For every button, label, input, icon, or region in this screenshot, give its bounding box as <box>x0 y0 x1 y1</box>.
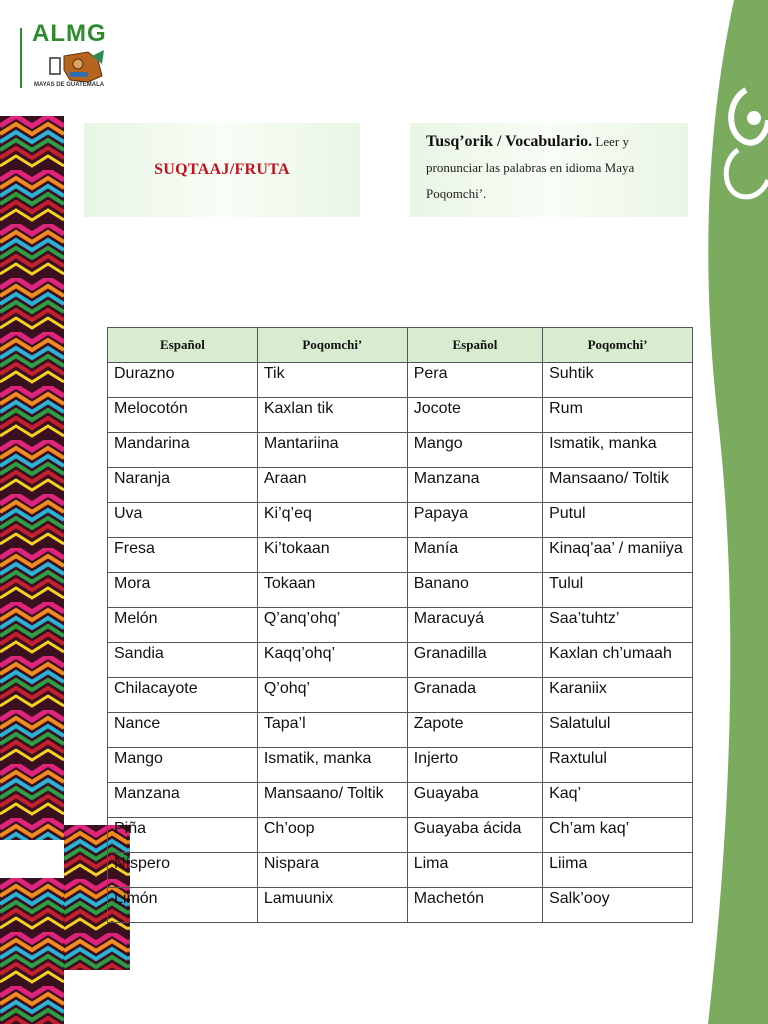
table-cell: Guayaba ácida <box>407 818 542 853</box>
table-cell: Tik <box>257 363 407 398</box>
table-cell: Piña <box>108 818 258 853</box>
header-espanol-1: Español <box>108 328 258 363</box>
table-cell: Maracuyá <box>407 608 542 643</box>
table-cell: Q’ohq’ <box>257 678 407 713</box>
header-poqomchi-1: Poqomchi’ <box>257 328 407 363</box>
table-cell: Lamuunix <box>257 888 407 923</box>
table-cell: Limón <box>108 888 258 923</box>
table-cell: Nance <box>108 713 258 748</box>
table-cell: Manzana <box>108 783 258 818</box>
table-cell: Pera <box>407 363 542 398</box>
table-cell: Ismatik, manka <box>257 748 407 783</box>
table-cell: Ki’tokaan <box>257 538 407 573</box>
logo-name: ALMG <box>32 20 107 47</box>
table-cell: Nispara <box>257 853 407 888</box>
table-cell: Fresa <box>108 538 258 573</box>
table-cell: Ki’q’eq <box>257 503 407 538</box>
maya-glyph-icon <box>48 48 106 84</box>
table-row <box>108 678 693 713</box>
table-cell: Mantariina <box>257 433 407 468</box>
logo-subtitle: MAYAS DE GUATEMALA <box>34 82 105 88</box>
table-cell: Papaya <box>407 503 542 538</box>
table-cell: Níspero <box>108 853 258 888</box>
table-row <box>108 853 693 888</box>
table-cell: Karaniix <box>543 678 693 713</box>
table-cell: Chilacayote <box>108 678 258 713</box>
table-cell: Ch’oop <box>257 818 407 853</box>
table-cell: Tulul <box>543 573 693 608</box>
table-row <box>108 748 693 783</box>
table-row <box>108 433 693 468</box>
table-row <box>108 783 693 818</box>
table-cell: Raxtulul <box>543 748 693 783</box>
table-row <box>108 468 693 503</box>
table-row <box>108 573 693 608</box>
table-cell: Tokaan <box>257 573 407 608</box>
table-cell: Manía <box>407 538 542 573</box>
vocabulary-heading: Tusq’orik / Vocabulario. <box>426 133 593 150</box>
header-espanol-2: Español <box>407 328 542 363</box>
table-cell: Rum <box>543 398 693 433</box>
vocabulary-table <box>107 327 693 923</box>
table-cell: Melocotón <box>108 398 258 433</box>
table-cell: Durazno <box>108 363 258 398</box>
table-cell: Guayaba <box>407 783 542 818</box>
table-cell: Kaxlan tik <box>257 398 407 433</box>
table-cell: Ismatik, manka <box>543 433 693 468</box>
table-row <box>108 398 693 433</box>
table-row <box>108 888 693 923</box>
table-cell: Tapa’l <box>257 713 407 748</box>
table-cell: Mora <box>108 573 258 608</box>
table-cell: Manzana <box>407 468 542 503</box>
table-cell: Kaq’ <box>543 783 693 818</box>
table-cell: Injerto <box>407 748 542 783</box>
table-cell: Mansaano/ Toltik <box>257 783 407 818</box>
table-row <box>108 713 693 748</box>
table-cell: Putul <box>543 503 693 538</box>
table-cell: Ch’am kaq’ <box>543 818 693 853</box>
table-cell: Araan <box>257 468 407 503</box>
table-cell: Sandia <box>108 643 258 678</box>
table-row <box>108 538 693 573</box>
table-cell: Kaxlan ch’umaah <box>543 643 693 678</box>
table-cell: Banano <box>407 573 542 608</box>
table-cell: Q’anq’ohq’ <box>257 608 407 643</box>
table-row <box>108 503 693 538</box>
table-cell: Granadilla <box>407 643 542 678</box>
header-poqomchi-2: Poqomchi’ <box>543 328 693 363</box>
vocabulary-instruction-box <box>410 123 688 217</box>
table-row <box>108 608 693 643</box>
table-cell: Zapote <box>407 713 542 748</box>
table-header-row <box>108 328 693 363</box>
table-cell: Saa’tuhtz’ <box>543 608 693 643</box>
table-cell: Kaqq’ohq’ <box>257 643 407 678</box>
table-cell: Uva <box>108 503 258 538</box>
table-cell: Suhtik <box>543 363 693 398</box>
table-cell: Melón <box>108 608 258 643</box>
title-box <box>84 123 360 217</box>
table-cell: Jocote <box>407 398 542 433</box>
table-cell: Naranja <box>108 468 258 503</box>
table-cell: Machetón <box>407 888 542 923</box>
table-row <box>108 818 693 853</box>
table-cell: Liima <box>543 853 693 888</box>
table-cell: Mango <box>108 748 258 783</box>
green-swirl-decoration <box>698 0 768 1024</box>
textile-gap <box>0 840 64 878</box>
table-cell: Lima <box>407 853 542 888</box>
table-cell: Mango <box>407 433 542 468</box>
table-cell: Salatulul <box>543 713 693 748</box>
vocabulary-instruction: Leer y pronunciar las palabras en idioma Maya Poqomchi’. <box>426 134 635 201</box>
table-row <box>108 643 693 678</box>
table-cell: Salk’ooy <box>543 888 693 923</box>
textile-pattern-bottom <box>0 878 64 1024</box>
logo-side-text <box>20 28 30 88</box>
page-title: SUQTAAJ/FRUTA <box>154 161 290 178</box>
table-cell: Mansaano/ Toltik <box>543 468 693 503</box>
table-cell: Mandarina <box>108 433 258 468</box>
table-cell: Granada <box>407 678 542 713</box>
table-row <box>108 363 693 398</box>
table-cell: Kinaq’aa’ / maniiya <box>543 538 693 573</box>
almg-logo <box>18 18 118 92</box>
